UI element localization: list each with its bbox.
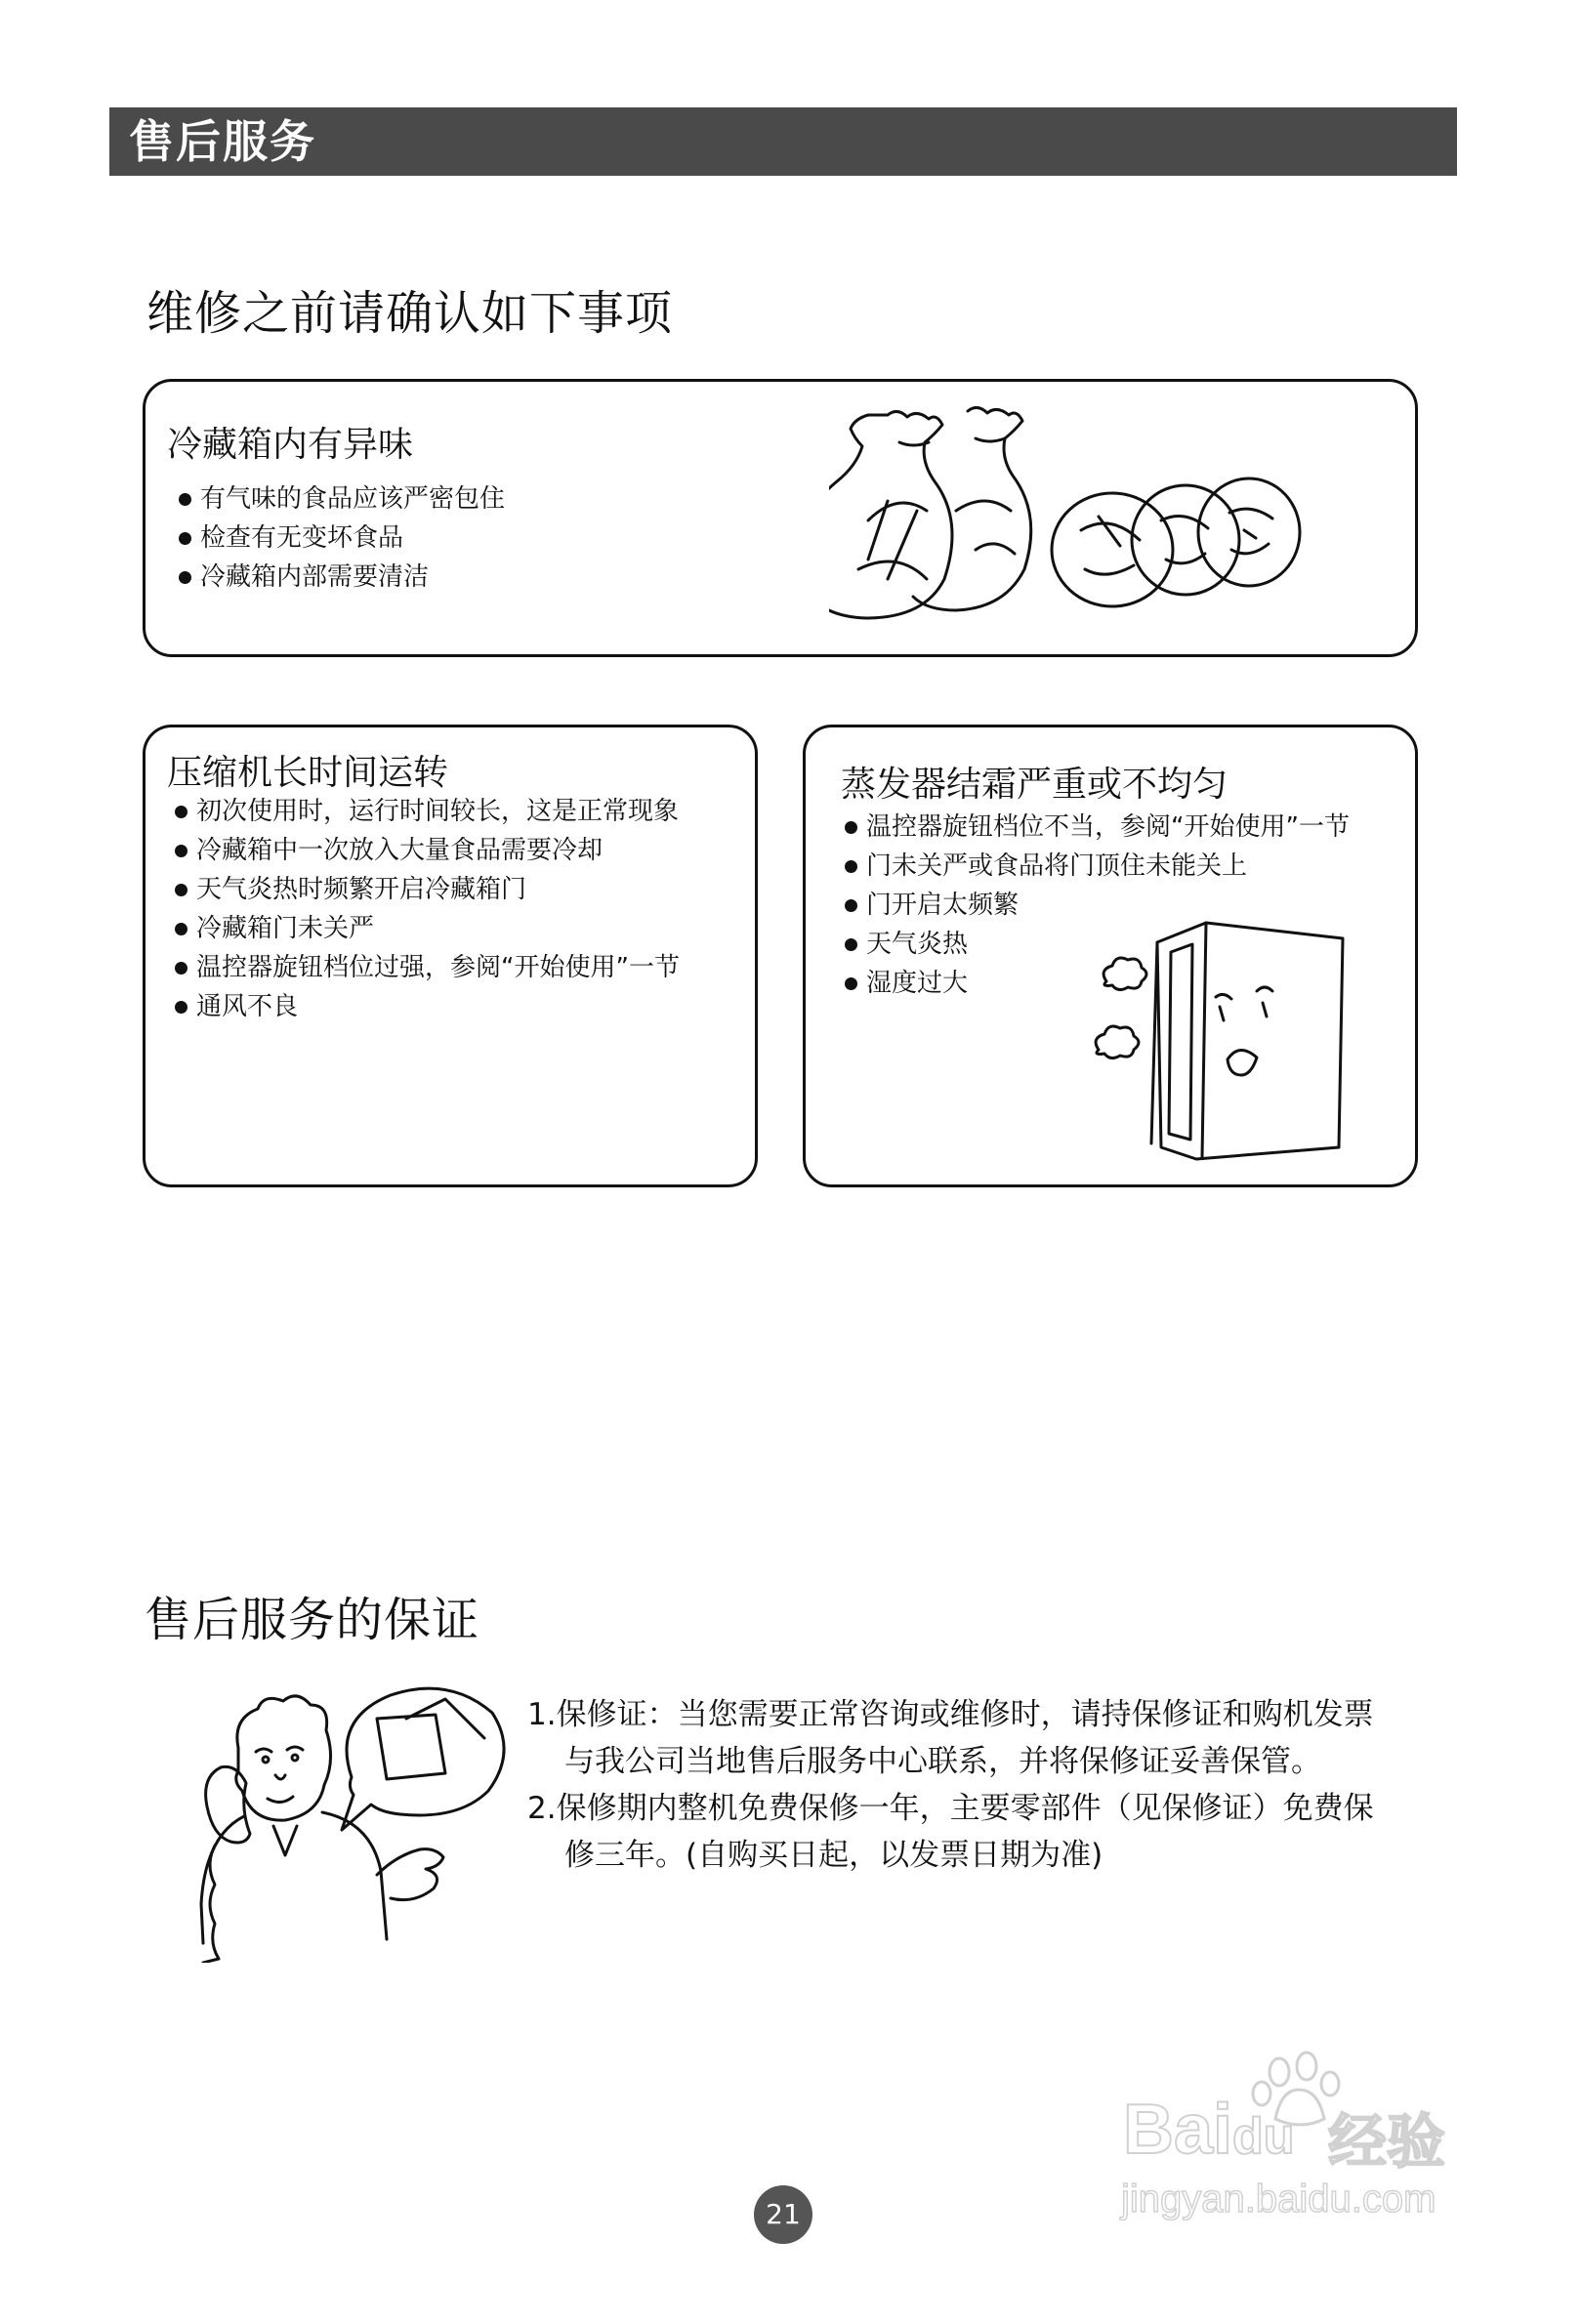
page-title: 售后服务 — [129, 115, 316, 168]
list-item: 湿度过大 — [841, 964, 1350, 1003]
warranty-item-line1: 2.保修期内整机免费保修一年，主要零部件（见保修证）免费保 — [527, 1791, 1374, 1826]
list-item: 天气炎热 — [841, 925, 1350, 964]
list-item: 初次使用时，运行时间较长，这是正常现象 — [171, 792, 680, 831]
evaporator-box — [803, 725, 1418, 1187]
list-item: 门开启太频繁 — [841, 886, 1350, 925]
list-item: 温控器旋钮档位不当，参阅“开始使用”一节 — [841, 808, 1350, 847]
list-item: 通风不良 — [171, 987, 680, 1026]
list-item: 天气炎热时频繁开启冷藏箱门 — [171, 870, 680, 909]
food-bags-icon — [829, 403, 1337, 638]
baidu-watermark — [1103, 2051, 1475, 2246]
warranty-item — [527, 1691, 1445, 1785]
check-section-title: 维修之前请确认如下事项 — [146, 286, 674, 341]
watermark-brand: Baidu — [1123, 2091, 1295, 2169]
list-item: 温控器旋钮档位过强，参阅“开始使用”一节 — [171, 948, 680, 987]
odor-list — [175, 479, 505, 597]
list-item: 冷藏箱中一次放入大量食品需要冷却 — [171, 831, 680, 870]
header-bar — [109, 107, 1457, 176]
warranty-item — [527, 1785, 1445, 1879]
warranty-section-title: 售后服务的保证 — [145, 1593, 480, 1647]
warranty-item-line1: 1.保修证：当您需要正常咨询或维修时，请持保修证和购机发票 — [527, 1697, 1374, 1732]
watermark-url: jingyan.baidu.com — [1121, 2178, 1436, 2220]
evaporator-title: 蒸发器结霜严重或不均匀 — [841, 765, 1228, 805]
list-item: 冷藏箱门未关严 — [171, 909, 680, 948]
list-item: 冷藏箱内部需要清洁 — [175, 558, 505, 597]
watermark-brand-cn: 经验 — [1328, 2108, 1445, 2177]
compressor-list — [171, 792, 680, 1026]
phone-man-icon — [186, 1680, 508, 1963]
compressor-title: 压缩机长时间运转 — [167, 753, 449, 793]
warranty-item-line2: 修三年。(自购买日起，以发票日期为准) — [564, 1838, 1103, 1873]
list-item: 有气味的食品应该严密包住 — [175, 479, 505, 519]
compressor-box — [143, 725, 758, 1187]
odor-box — [143, 379, 1418, 657]
warranty-item-line2: 与我公司当地售后服务中心联系，并将保修证妥善保管。 — [564, 1744, 1321, 1779]
list-item: 检查有无变坏食品 — [175, 519, 505, 558]
odor-title: 冷藏箱内有异味 — [167, 425, 414, 465]
warranty-list — [527, 1691, 1445, 1879]
page-number: 21 — [754, 2185, 812, 2244]
sad-fridge-icon — [1089, 913, 1362, 1167]
list-item: 门未关严或食品将门顶住未能关上 — [841, 847, 1350, 886]
